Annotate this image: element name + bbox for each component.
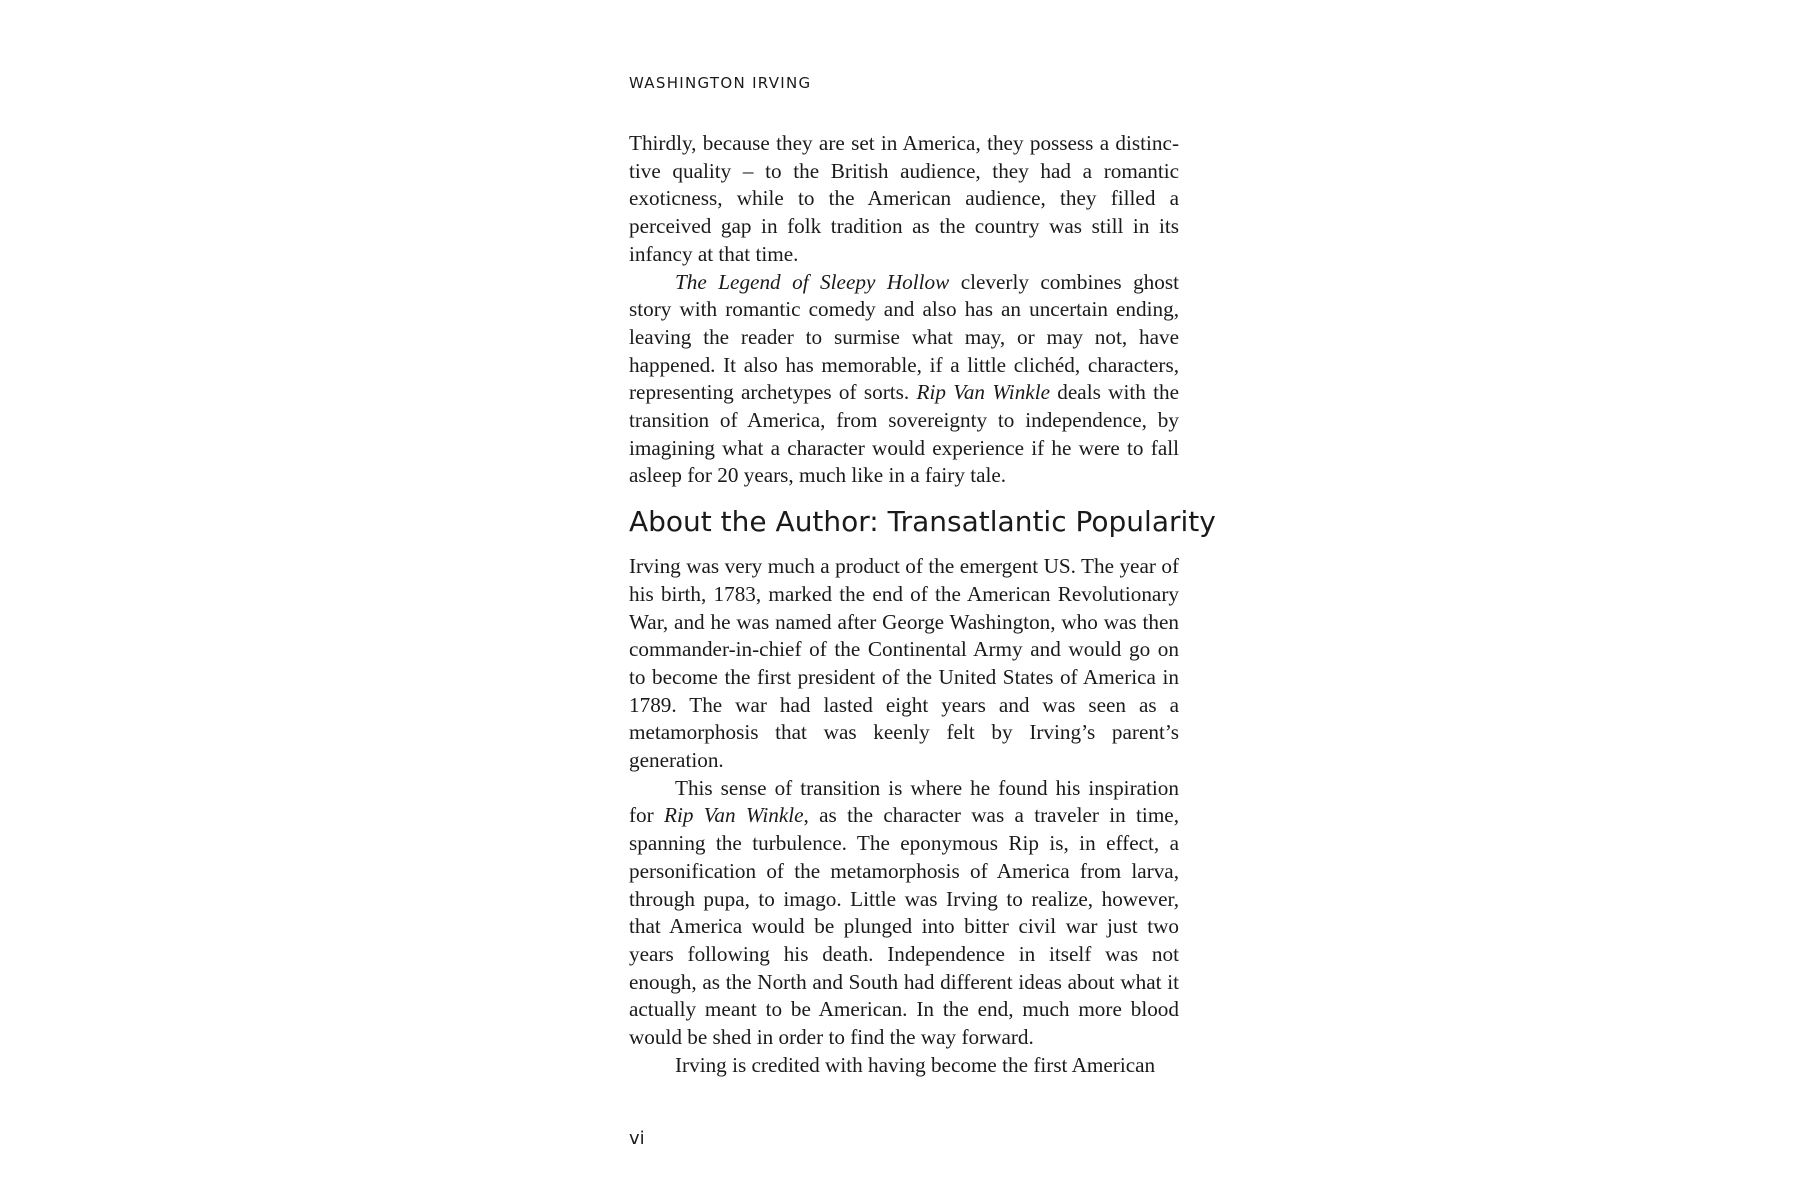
paragraph-2	[629, 269, 1179, 491]
page-number: vi	[629, 1128, 645, 1149]
section-heading: About the Author: Transatlantic Popularity	[629, 505, 1216, 539]
paragraph-2-text-1: cleverly combines ghost story with romantic comedy and also has an uncertain ending, leaving the reader to surmise what may, or may not, have happened. It also has memorable, if a little clichéd, characters, representing archetypes of sorts.	[629, 269, 1179, 405]
paragraph-5: Irving is credited with having become the first American	[675, 1052, 1156, 1077]
paragraph-4-text-2: , as the character was a traveler in time, spanning the turbulence. The eponymous Rip is, in effect, a personification of the metamorphosis of America from larva, through pupa, to imago. Little was Irving to realize, however, that America would be plunged into bitter civil war just two years following his death. Independence in itself was not enough, as the North and South had different ideas about what it actually meant to be American. In the end, much more blood would be shed in order to find the way forward.	[629, 803, 1179, 1050]
running-head: WASHINGTON IRVING	[629, 74, 812, 92]
book-title-rip-van-winkle-2: Rip Van Winkle	[664, 803, 804, 828]
book-page	[629, 0, 1216, 1200]
book-title-sleepy-hollow: The Legend of Sleepy Hollow	[675, 269, 950, 294]
paragraph-4	[629, 775, 1179, 1052]
book-title-rip-van-winkle: Rip Van Winkle	[916, 380, 1050, 405]
paragraph-3: Irving was very much a product of the emergent US. The year of his birth, 1783, marked the end of the American Revolutionary War, and he was named after George Washington, who was then commander-in-chief of the Continental Army and would go on to become the first president of the United States of America in 1789. The war had lasted eight years and was seen as a metamorphosis that was keenly felt by Irving’s parent’s generation.	[629, 554, 1179, 773]
paragraph-2-text-2: deals with the transition of America, from sovereignty to independence, by imagining what a character would experience if he were to fall asleep for 20 years, much like in a fairy tale.	[629, 380, 1180, 488]
paragraph-4-text-1: This sense of transition is where he found his inspiration for	[629, 775, 1179, 828]
paragraph-1: Thirdly, because they are set in America, they possess a distinctive quality – to the British audience, they had a romantic exoticness, while to the American audience, they filled a perceived gap in folk tradition as the country was still in its infancy at that time.	[629, 131, 1179, 266]
body-text	[629, 130, 1216, 1080]
